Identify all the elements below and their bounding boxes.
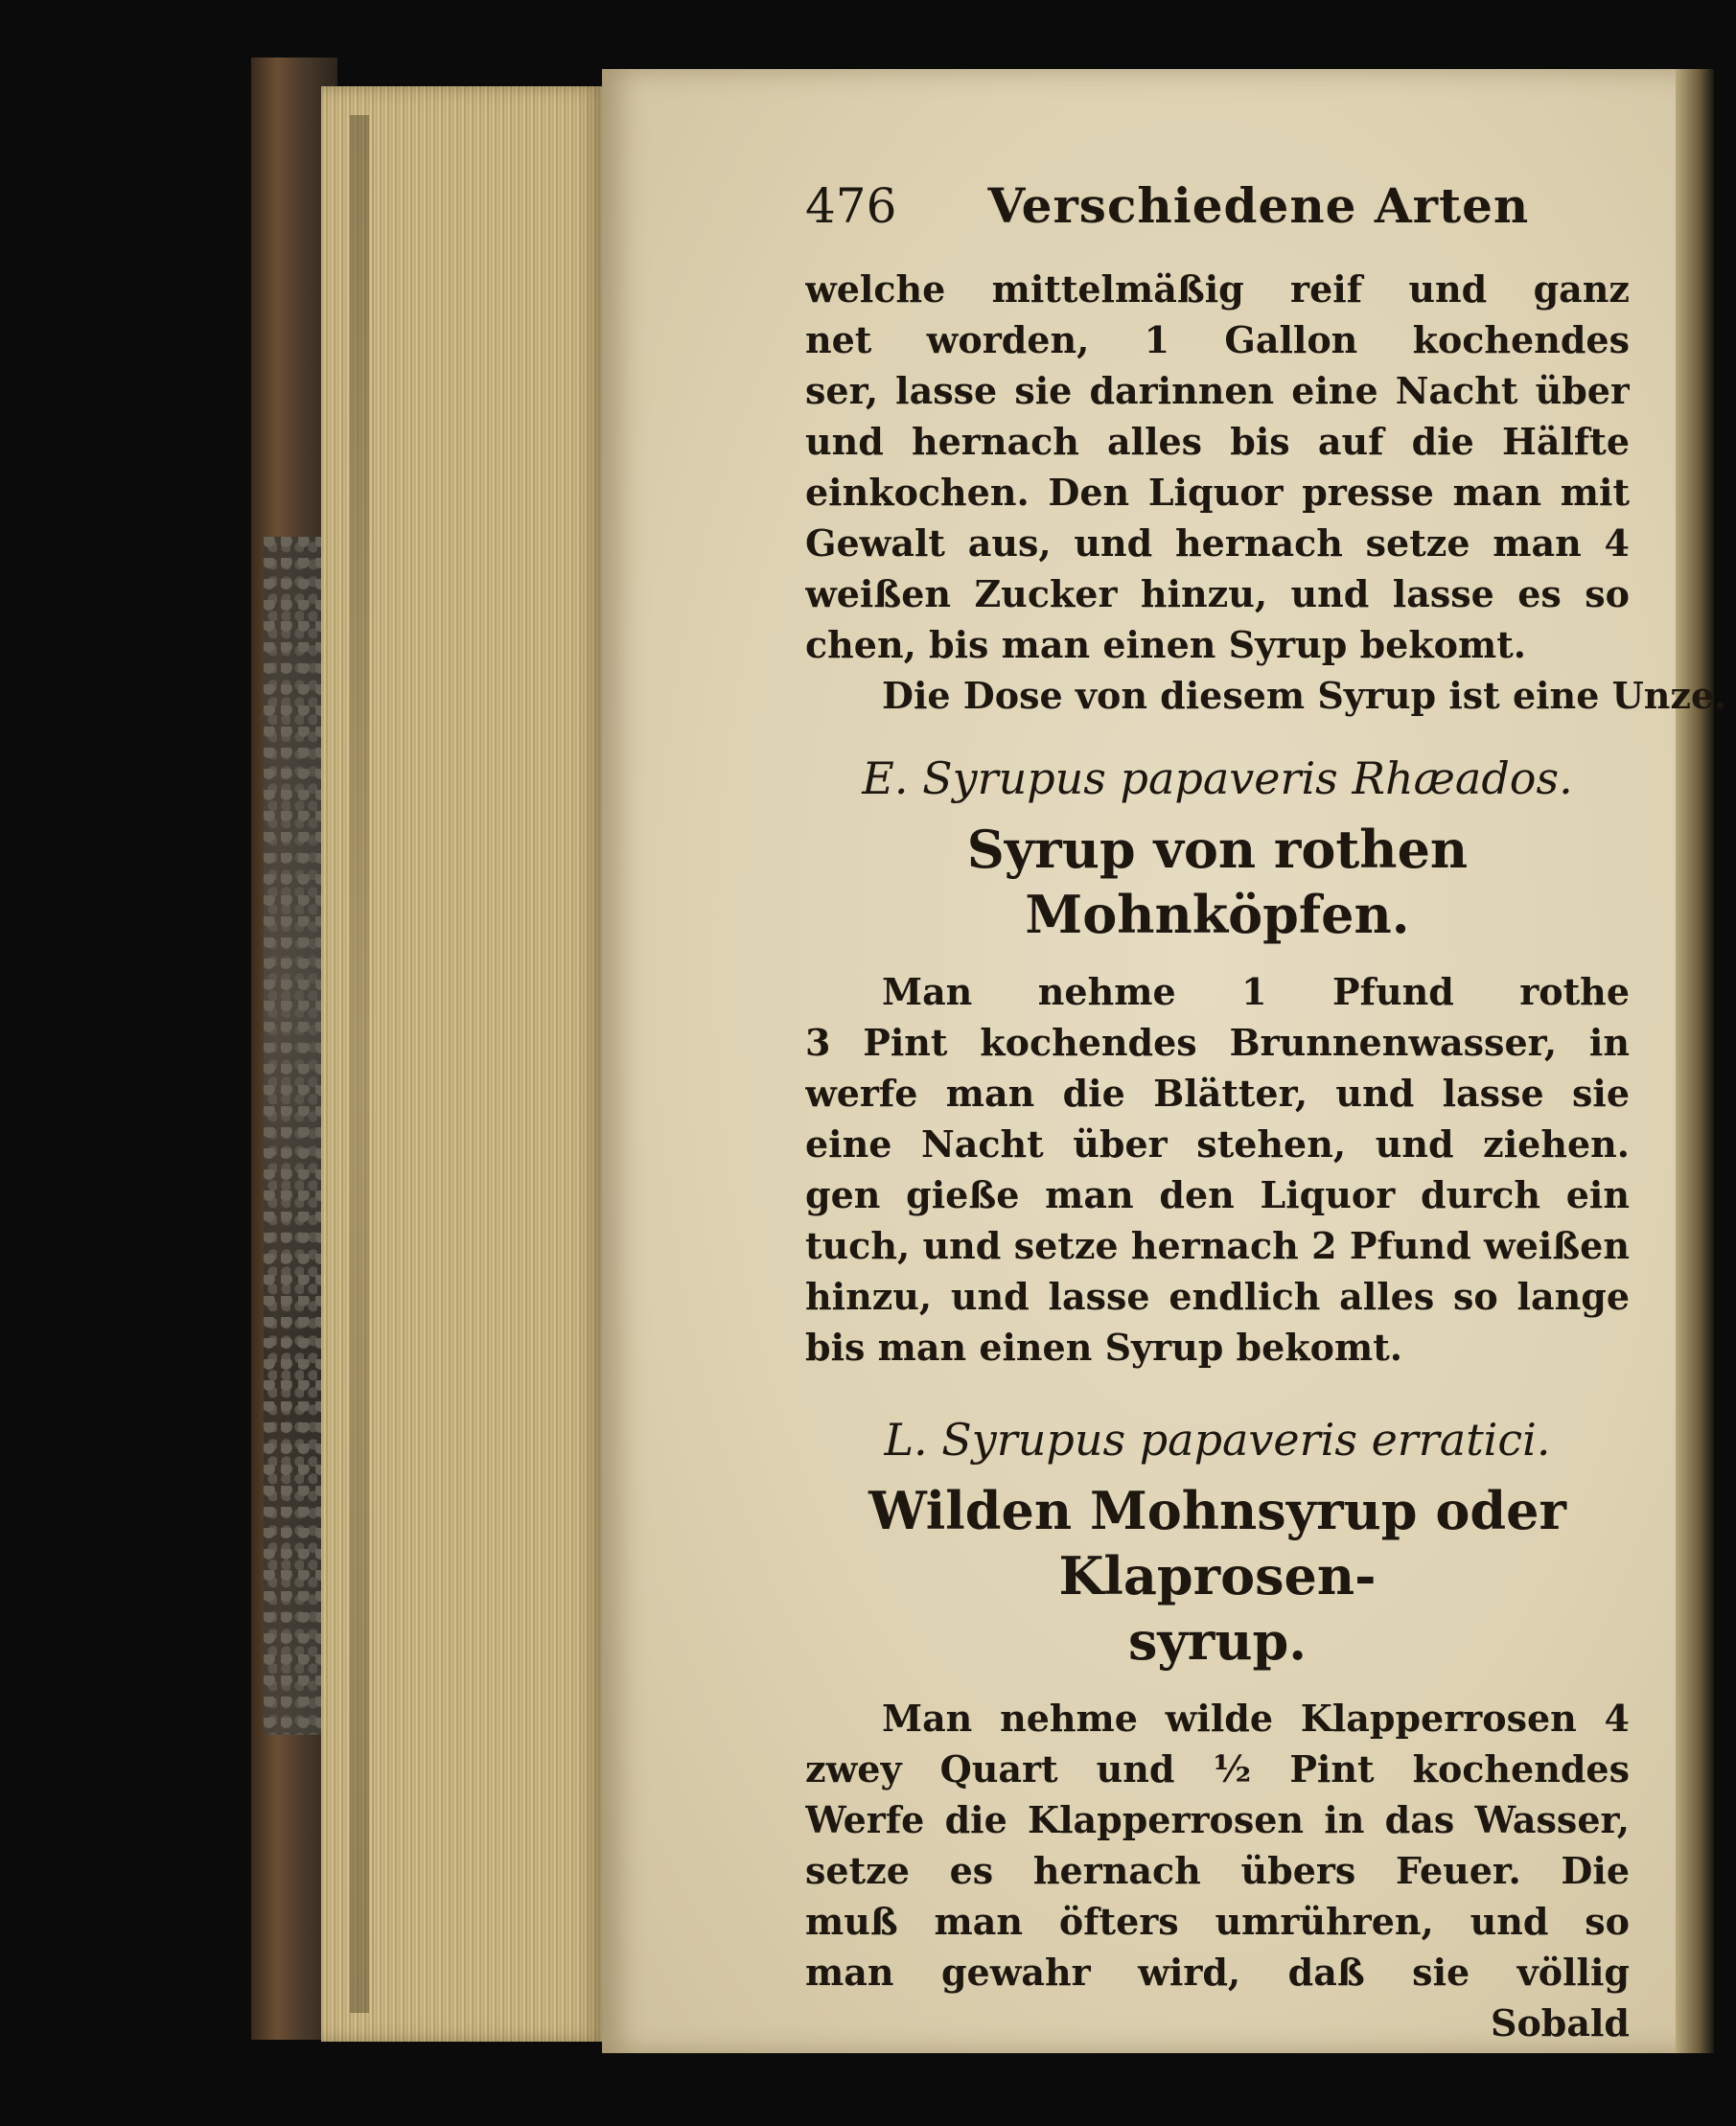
section-e-latin-title: E. Syrupus papaveris Rhæados.: [862, 752, 1573, 804]
section-l-latin-title: L. Syrupus papaveris erratici.: [884, 1414, 1551, 1466]
text-line: bis man einen Syrup bekomt.: [805, 1326, 1402, 1369]
text-line: Man nehme 1 Pfund rothe: [882, 970, 1630, 1013]
paragraph-continuation: [805, 264, 1727, 721]
facing-page-edge: [1676, 69, 1714, 2053]
dose-line: Die Dose von diesem Syrup ist eine Unze.: [882, 674, 1727, 717]
text-line: eine Nacht über stehen, und ziehen.: [805, 1122, 1630, 1166]
text-line: tuch, und setze hernach 2 Pfund weißen: [805, 1224, 1630, 1267]
text-line: weißen Zucker hinzu, und lasse es so: [805, 572, 1630, 615]
catchword: Sobald: [1491, 2001, 1630, 2045]
text-line: Man nehme wilde Klapperrosen 4: [882, 1697, 1630, 1740]
text-line: setze es hernach übers Feuer. Die: [805, 1849, 1630, 1892]
text-line: Werfe die Klapperrosen in das Wasser,: [805, 1798, 1630, 1841]
section-l-paragraph: [805, 1693, 1630, 1998]
page-header: [805, 177, 1630, 264]
text-line: hinzu, und lasse endlich alles so lange: [805, 1275, 1630, 1318]
text-line: und hernach alles bis auf die Hälfte: [805, 420, 1630, 463]
text-line: welche mittelmäßig reif und ganz: [805, 267, 1630, 311]
page-edge-shadow: [350, 115, 369, 2013]
text-line: werfe man die Blätter, und lasse sie: [805, 1072, 1630, 1115]
text-line: Gewalt aus, und hernach setze man 4: [805, 521, 1630, 565]
text-line: gen gieße man den Liquor durch ein: [805, 1173, 1630, 1216]
section-e-paragraph: [805, 966, 1630, 1373]
text-line: chen, bis man einen Syrup bekomt.: [805, 623, 1527, 666]
text-line: man gewahr wird, daß sie völlig: [805, 1951, 1630, 1994]
section-l-german-title-line2: syrup.: [1127, 1610, 1308, 1672]
page-content: [805, 177, 1727, 2048]
text-line: zwey Quart und ½ Pint kochendes: [805, 1747, 1630, 1791]
text-line: net worden, 1 Gallon kochendes: [805, 318, 1630, 361]
text-line: ser, lasse sie darinnen eine Nacht über: [805, 369, 1630, 412]
running-title: Verschiedene Arten: [987, 177, 1530, 234]
section-e-german-title: Syrup von rothen Mohnköpfen.: [966, 819, 1469, 945]
page-number: 476: [805, 178, 897, 234]
text-line: einkochen. Den Liquor presse man mit: [805, 471, 1630, 514]
section-l-german-title-line1: Wilden Mohnsyrup oder Klaprosen-: [868, 1480, 1566, 1606]
text-line: 3 Pint kochendes Brunnenwasser, in: [805, 1021, 1630, 1064]
marbled-cover: [264, 537, 321, 1735]
text-line: muß man öfters umrühren, und so: [805, 1900, 1630, 1943]
